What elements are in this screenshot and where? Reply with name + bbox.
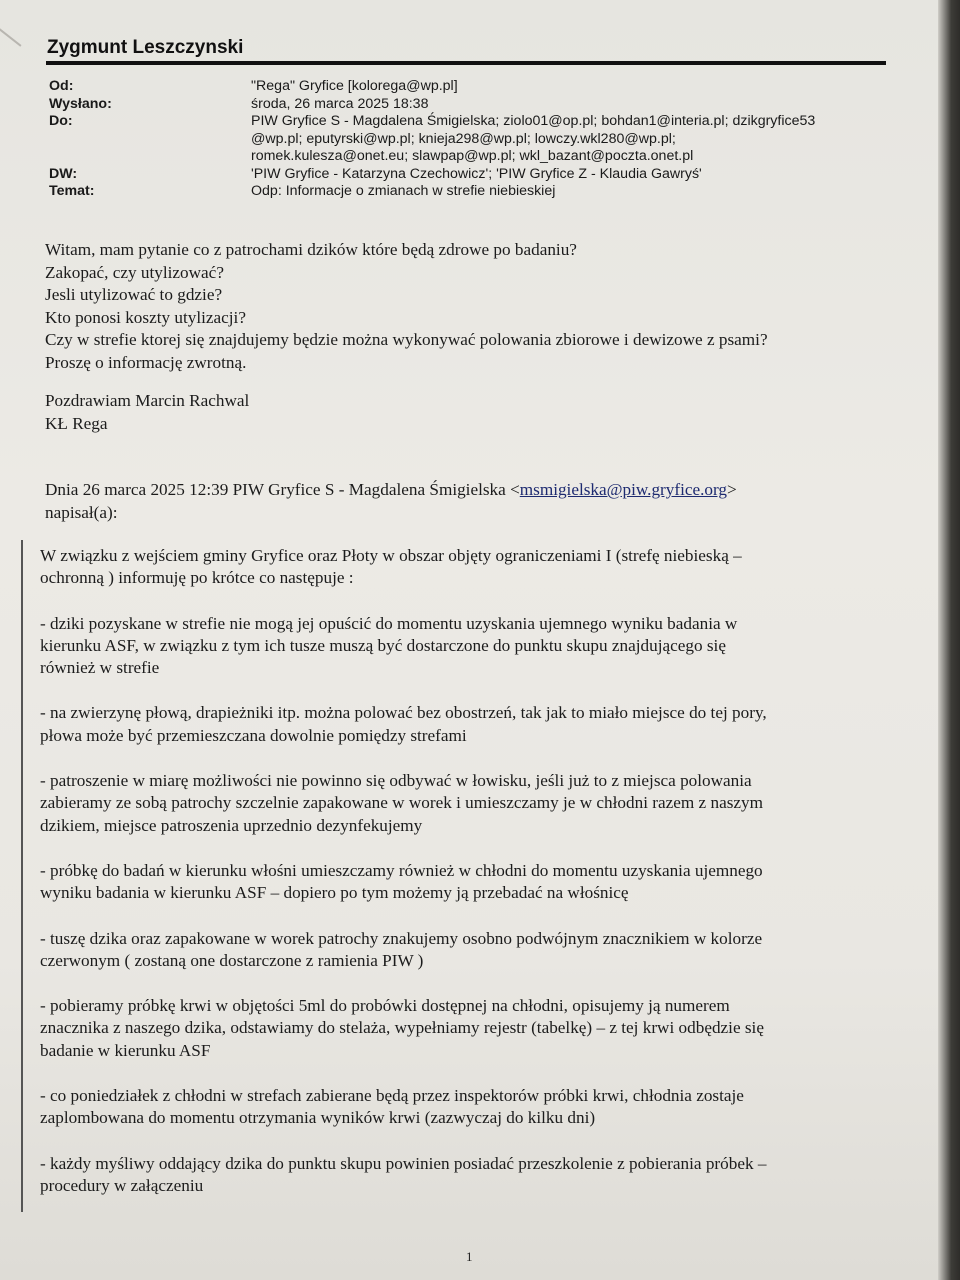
email-headers [49, 78, 894, 201]
to-line: romek.kulesza@onet.eu; slawpap@wp.pl; wkl_bazant@poczta.onet.pl [251, 148, 694, 164]
subject-value: Odp: Informacje o zmianach w strefie niebieskiej [251, 183, 556, 199]
header-rule [46, 61, 886, 65]
to-line: PIW Gryfice S - Magdalena Śmigielska; ziolo01@op.pl; bohdan1@interia.pl; dzikgryfice53 [251, 113, 816, 129]
quoted-line: - pobieramy próbkę krwi w objętości 5ml do probówki dostępnej na chłodni, opisujemy ją numerem [40, 996, 730, 1016]
quoted-line: - na zwierzynę płową, drapieżniki itp. można polować bez obostrzeń, tak jak to miało miejsce do tej pory, [40, 703, 767, 723]
quoted-line: czerwonym ( zostaną one dostarczone z ramienia PIW ) [40, 950, 424, 970]
question-block [45, 239, 905, 374]
signature-line: Pozdrawiam Marcin Rachwal [45, 391, 250, 410]
quoted-line: W związku z wejściem gminy Gryfice oraz Płoty w obszar objęty ograniczeniami I (strefę niebieską – [40, 546, 742, 565]
to-value [251, 113, 894, 166]
signature-line: KŁ Rega [45, 413, 108, 433]
quoted-message [40, 545, 890, 1220]
quoted-line: zabieramy ze sobą patrochy szczelnie zapakowane w worek i umieszczamy je w chłodni razem z naszym [40, 793, 763, 813]
to-row [49, 113, 894, 166]
quote-attribution-prefix: Dnia 26 marca 2025 12:39 PIW Gryfice S - Magdalena Śmigielska < [45, 480, 520, 499]
question-line: Proszę o informację zwrotną. [45, 352, 247, 372]
question-line: Jesli utylizować to gdzie? [45, 285, 223, 304]
question-line: Kto ponosi koszty utylizacji? [45, 307, 246, 327]
quote-email-link[interactable]: msmigielska@piw.gryfice.org [519, 480, 728, 499]
page-edge-shadow [938, 0, 960, 1280]
from-row [49, 78, 894, 96]
quoted-paragraph [40, 1085, 890, 1130]
quote-attribution-suffix: > [727, 480, 737, 499]
quoted-line: - co poniedziałek z chłodni w strefach zabierane będą przez inspektorów próbki krwi, chłodnia zostaje [40, 1086, 744, 1106]
quoted-paragraph [40, 995, 890, 1062]
quoted-paragraph [40, 545, 890, 590]
quoted-line: wyniku badania w kierunku ASF – dopiero po tym możemy ją przebadać na włośnicę [40, 883, 629, 903]
quoted-line: płowa może być przemieszczana dowolnie pomiędzy strefami [40, 725, 467, 745]
quoted-line: badanie w kierunku ASF [40, 1040, 211, 1060]
quoted-line: zaplombowana do momentu otrzymania wyników krwi (zazwyczaj do kilku dni) [40, 1108, 596, 1128]
quoted-line: - tuszę dzika oraz zapakowane w worek patrochy znakujemy osobno podwójnym znacznikiem w kolorze [40, 928, 763, 948]
sent-row [49, 96, 894, 114]
subject-label: Temat: [49, 183, 95, 199]
page-number: 1 [466, 1249, 473, 1264]
question-line: Witam, mam pytanie co z patrochami dzików które będą zdrowe po badaniu? [45, 240, 577, 259]
cc-value: 'PIW Gryfice - Katarzyna Czechowicz'; 'PIW Gryfice Z - Klaudia Gawryś' [251, 165, 702, 182]
quoted-line: - dziki pozyskane w strefie nie mogą jej opuścić do momentu uzyskania ujemnego wyniku badania w [40, 613, 738, 633]
cc-label: DW: [49, 165, 78, 182]
sent-value: środa, 26 marca 2025 18:38 [251, 95, 429, 112]
to-label: Do: [49, 113, 73, 129]
signature-block [45, 390, 905, 435]
quoted-line: również w strefie [40, 658, 160, 678]
quoted-line: dzikiem, miejsce patroszenia uprzednio dezynfekujemy [40, 815, 423, 835]
subject-row [49, 183, 894, 201]
quoted-paragraph [40, 928, 890, 973]
cc-row [49, 166, 894, 184]
quoted-line: - każdy myśliwy oddający dzika do punktu skupu powinien posiadać przeszkolenie z pobierania próbek – [40, 1153, 767, 1173]
quote-wrote: napisał(a): [45, 502, 118, 522]
quoted-paragraph [40, 770, 890, 837]
quote-attribution [45, 479, 905, 502]
quoted-paragraph [40, 1153, 890, 1198]
quote-bar [21, 540, 23, 1212]
quoted-line: - próbkę do badań w kierunku włośni umieszczamy również w chłodni do momentu uzyskania ujemnego [40, 860, 763, 880]
quoted-line: znacznika z naszego dzika, odstawiamy do stelaża, wypełniamy rejestr (tabelkę) – z tej krwi odbędzie się [40, 1018, 764, 1038]
staple-mark [0, 0, 38, 47]
sender-name: Zygmunt Leszczynski [47, 37, 244, 58]
quote-intro [45, 479, 905, 524]
from-value: "Rega" Gryfice [koloregа@wp.pl] [251, 78, 458, 94]
quoted-line: ochronną ) informuję po krótce co następuje : [40, 568, 354, 588]
question-line: Zakopać, czy utylizować? [45, 262, 224, 282]
quoted-paragraph [40, 860, 890, 905]
quoted-paragraph [40, 613, 890, 680]
quoted-line: procedury w załączeniu [40, 1175, 204, 1195]
sent-label: Wysłano: [49, 95, 112, 112]
question-line: Czy w strefie ktorej się znajdujemy będzie można wykonywać polowania zbiorowe i dewizowe z psami? [45, 330, 768, 349]
quoted-paragraph [40, 702, 890, 747]
from-label: Od: [49, 78, 74, 94]
quoted-line: kierunku ASF, w związku z tym ich tusze muszą być dostarczone do punktu skupu znajdującego się [40, 635, 726, 655]
quoted-line: - patroszenie w miarę możliwości nie powinno się odbywać w łowisku, jeśli już to z miejsca polowania [40, 771, 752, 791]
to-line: @wp.pl; eputyrski@wp.pl; knieja298@wp.pl; lowczy.wkl280@wp.pl; [251, 130, 676, 147]
